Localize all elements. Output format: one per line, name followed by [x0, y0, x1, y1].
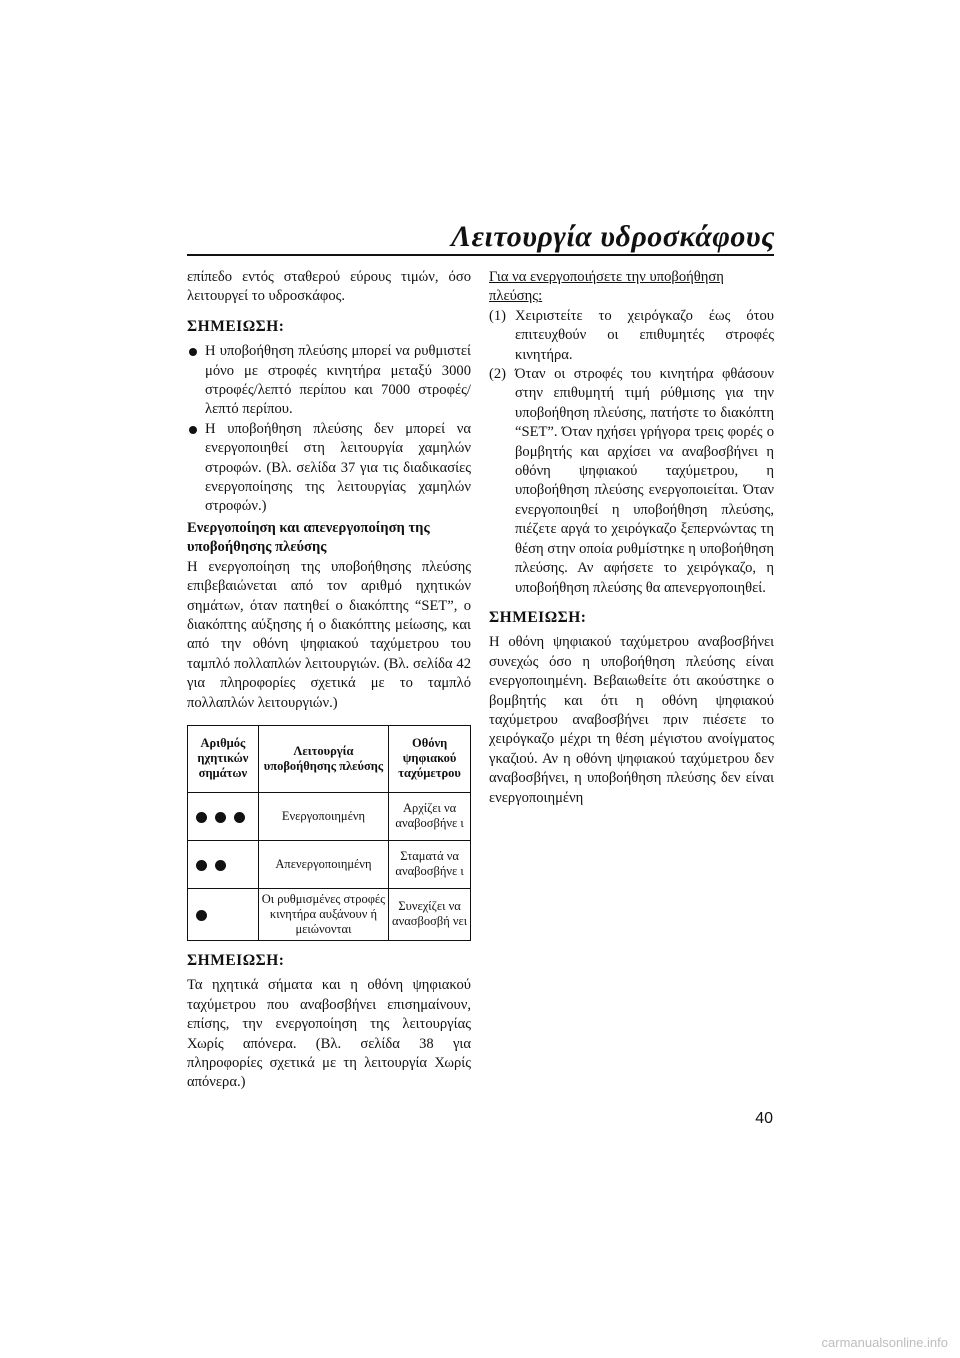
function-cell: Ενεργοποιημένη: [258, 792, 388, 840]
beep-dots: [188, 792, 259, 840]
bullet-dot: [189, 348, 197, 356]
column-header-beeps: Αριθμός ηχητικών σημάτων: [188, 725, 259, 792]
intro-paragraph: επίπεδο εντός σταθερού εύρους τιμών, όσο λειτουργεί το υδροσκάφος.: [187, 269, 471, 305]
step-number: (1): [489, 307, 507, 324]
watermark: carmanualsonline.info: [821, 1335, 948, 1350]
beep-dot-icon: [215, 860, 226, 871]
step-1: [489, 307, 774, 365]
bullet-dot: [189, 426, 197, 434]
column-header-function: Λειτουργία υποβοήθησης πλεύσης: [258, 725, 388, 792]
right-column: [489, 268, 774, 808]
step-number: (2): [489, 366, 507, 383]
function-cell: Οι ρυθμισμένες στροφές κινητήρα αυξάνουν ή μειώνονται: [258, 888, 388, 940]
step-text: Χειριστείτε το χειρόγκαζο έως ότου επιτευχθούν οι επιθυμητές στροφές κινητήρα.: [515, 307, 774, 363]
note-paragraph-3: Η οθόνη ψηφιακού ταχύμετρου αναβοσβήνει συνεχώς όσο η υποβοήθηση πλεύσης είναι ενεργοποιημένη. Βεβαιωθείτε ότι ακούστηκε ο βομβητής και ότι η οθόνη ψηφιακού ταχύμετρου αναβοσβήνει πριν πιέσετε το χειρόγκαζο μέχρι τη θέση μέγιστου ανοίγματος γκαζιού. Αν η οθόνη ψηφιακού ταχύμετρου δεν αναβοσβήνει, η υποβοήθηση πλεύσης δεν είναι ενεργοποιημένη: [489, 634, 774, 806]
function-cell: Απενεργοποιημένη: [258, 840, 388, 888]
step-text: Όταν οι στροφές του κινητήρα φθάσουν στην επιθυμητή τιμή ρύθμισης για την υποβοήθηση πλεύσης, πατήστε το διακόπτη “SET”. Όταν ηχήσει γρήγορα τρεις φορές ο βομβητής και αρχίσει να αναβοσβήνει η οθόνη ψηφιακού ταχύμετρου, η υποβοήθηση πλεύσης ενεργοποιείται. Όταν ενεργοποιηθεί η υποβοήθηση πλεύσης, πιέζετε αργά το χειρόγκαζο ξεπερνώντας τη θέση στην οποία ρυθμίστηκε η υποβοήθηση πλεύσης. Αν αφήσετε το χειρόγκαζο, η υποβοήθηση πλεύσης θα απενεργοποιηθεί.: [515, 366, 774, 596]
table-row: [188, 840, 471, 888]
beep-dot-icon: [234, 812, 245, 823]
display-cell: Αρχίζει να αναβοσβήνε ι: [389, 792, 471, 840]
table-row: [188, 792, 471, 840]
beep-dot-icon: [196, 812, 207, 823]
beep-dot-icon: [196, 860, 207, 871]
step-2: [489, 365, 774, 598]
instructions-heading: Για να ενεργοποιήσετε την υποβοήθηση πλεύσης:: [489, 269, 724, 305]
beep-dots: [188, 840, 259, 888]
section-heading: Ενεργοποίηση και απενεργοποίηση της υποβοήθησης πλεύσης: [187, 519, 430, 556]
beep-signal-table: [187, 725, 471, 941]
section-paragraph: Η ενεργοποίηση της υποβοήθησης πλεύσης επιβεβαιώνεται από τον αριθμό ηχητικών σημάτων, όταν πατηθεί ο διακόπτης “SET”, ο διακόπτης αύξησης ή ο διακόπτης μείωσης, και από την οθόνη ψηφιακού ταχύμετρου του ταμπλό πολλαπλών λειτουργιών. (Βλ. σελίδα 42 για πληροφορίες σχετικά με το ταμπλό πολλαπλών λειτουργιών.): [187, 558, 471, 711]
note-heading-3: ΣΗΜΕΙΩΣΗ:: [489, 608, 587, 626]
display-cell: Συνεχίζει να ανασβοσβή νει: [389, 888, 471, 940]
table-row: [188, 888, 471, 940]
beep-dot-icon: [196, 910, 207, 921]
beep-dot-icon: [215, 812, 226, 823]
page-number: 40: [755, 1110, 773, 1127]
note-heading-2: ΣΗΜΕΙΩΣΗ:: [187, 951, 285, 969]
beep-dots: [188, 888, 259, 940]
note-paragraph-2: Τα ηχητικά σήματα και η οθόνη ψηφιακού ταχύμετρου που αναβοσβήνει επισημαίνουν, επίσης, την ενεργοποίηση της λειτουργίας Χωρίς απόνερα. (Βλ. σελίδα 38 για πληροφορίες σχετικά με τη λειτουργία Χωρίς απόνερα.): [187, 977, 471, 1091]
table-header-row: [188, 725, 471, 792]
title-divider: [187, 254, 774, 256]
page-title: Λειτουργία υδροσκάφους: [451, 220, 775, 253]
note-bullet-1: Η υποβοήθηση πλεύσης μπορεί να ρυθμιστεί μόνο με στροφές κινητήρα μεταξύ 3000 στροφές/λεπτό περίπου και 7000 στροφές/λεπτό περίπου.: [187, 342, 471, 420]
left-column: [187, 268, 471, 1093]
column-header-display: Οθόνη ψηφιακού ταχύμετρου: [389, 725, 471, 792]
note-bullet-2: Η υποβοήθηση πλεύσης δεν μπορεί να ενεργοποιηθεί στη λειτουργία χαμηλών στροφών. (Βλ. σελίδα 37 για τις διαδικασίες ενεργοποίησης της λειτουργίας χαμηλών στροφών.): [187, 420, 471, 517]
note-heading-1: ΣΗΜΕΙΩΣΗ:: [187, 317, 285, 335]
display-cell: Σταματά να αναβοσβήνε ι: [389, 840, 471, 888]
